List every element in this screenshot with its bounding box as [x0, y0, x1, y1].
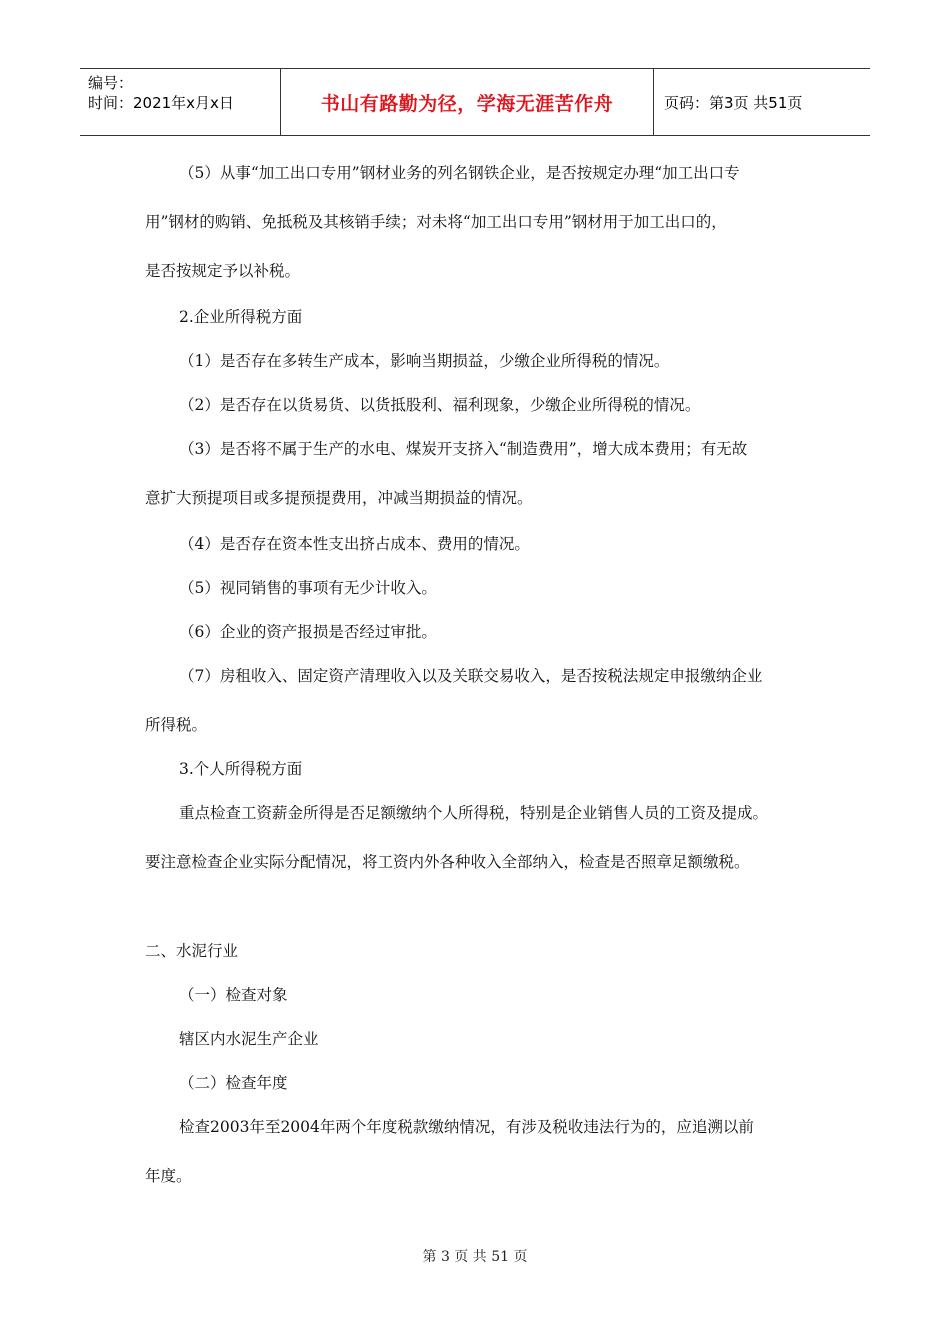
- chapter-heading: 二、水泥行业: [145, 942, 239, 960]
- paragraph-line: （6）企业的资产报损是否经过审批。: [179, 623, 437, 641]
- paragraph-line: （4）是否存在资本性支出挤占成本、费用的情况。: [179, 535, 530, 553]
- paragraph-line: 所得税。: [145, 716, 208, 734]
- paragraph-line: （7）房租收入、固定资产清理收入以及关联交易收入，是否按税法规定申报缴纳企业: [179, 667, 763, 685]
- document-time: 时间：2021年x月x日: [88, 94, 234, 112]
- subsection-heading: （一）检查对象: [179, 986, 288, 1004]
- paragraph-line: 辖区内水泥生产企业: [179, 1030, 319, 1048]
- header-motto: 书山有路勤为径，学海无涯苦作舟: [281, 69, 654, 135]
- paragraph-line: 年度。: [145, 1167, 192, 1185]
- page-footer: 第 3 页 共 51 页: [422, 1249, 528, 1265]
- header-meta: [80, 69, 281, 135]
- section-heading: 3.个人所得税方面: [179, 760, 303, 778]
- paragraph-line: （2）是否存在以货易货、以货抵股利、福利现象，少缴企业所得税的情况。: [179, 396, 701, 414]
- page-header: [80, 68, 870, 136]
- paragraph-line: （5）视同销售的事项有无少计收入。: [179, 579, 437, 597]
- paragraph-line: 是否按规定予以补税。: [145, 262, 301, 280]
- section-heading: 2.企业所得税方面: [179, 308, 303, 326]
- paragraph-line: （3）是否将不属于生产的水电、煤炭开支挤入“制造费用”，增大成本费用；有无故: [179, 440, 748, 458]
- subsection-heading: （二）检查年度: [179, 1074, 288, 1092]
- paragraph-line: 重点检查工资薪金所得是否足额缴纳个人所得税，特别是企业销售人员的工资及提成。: [179, 804, 769, 822]
- header-page-info: 页码：第3页 共51页: [664, 93, 803, 112]
- paragraph-line: 要注意检查企业实际分配情况，将工资内外各种收入全部纳入，检查是否照章足额缴税。: [145, 853, 750, 871]
- document-number-label: 编号：: [88, 74, 134, 92]
- paragraph-line: （1）是否存在多转生产成本，影响当期损益，少缴企业所得税的情况。: [179, 352, 670, 370]
- paragraph-line: 用”钢材的购销、免抵税及其核销手续；对未将“加工出口专用”钢材用于加工出口的，: [145, 213, 727, 231]
- paragraph-line: 意扩大预提项目或多提预提费用，冲减当期损益的情况。: [145, 489, 533, 507]
- paragraph-line: 检查2003年至2004年两个年度税款缴纳情况，有涉及税收违法行为的，应追溯以前: [179, 1118, 754, 1136]
- paragraph-line: （5）从事“加工出口专用”钢材业务的列名钢铁企业，是否按规定办理“加工出口专: [179, 164, 740, 182]
